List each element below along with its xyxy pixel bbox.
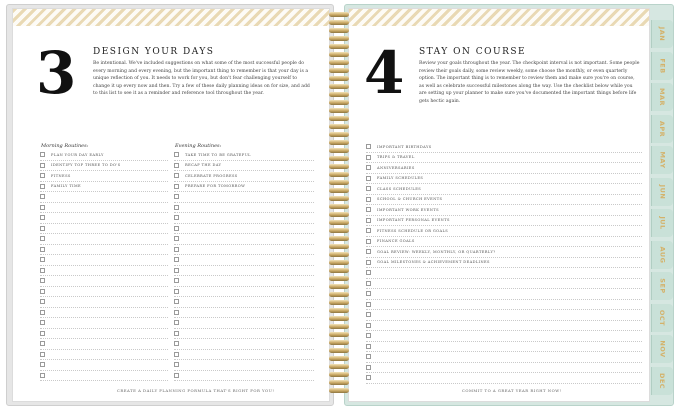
coil-ring — [329, 12, 349, 17]
checkbox[interactable] — [40, 163, 45, 168]
tab-jun[interactable] — [651, 178, 673, 206]
checklist-item-label: FINANCE GOALS — [377, 239, 415, 244]
checkbox[interactable] — [174, 299, 179, 304]
checkbox[interactable] — [40, 278, 45, 283]
checklist-row — [174, 161, 314, 172]
checklist-row — [40, 255, 168, 266]
checkbox[interactable] — [174, 289, 179, 294]
checkbox[interactable] — [40, 331, 45, 336]
coil-ring — [329, 196, 349, 201]
checklist-row — [174, 371, 314, 382]
tab-nov[interactable] — [651, 335, 673, 363]
checkbox[interactable] — [174, 341, 179, 346]
checkbox[interactable] — [40, 299, 45, 304]
checklist-item-label: FAMILY TIME — [51, 184, 82, 189]
coil-ring — [329, 148, 349, 153]
coil-ring — [329, 84, 349, 89]
checkbox[interactable] — [366, 375, 371, 380]
coil-ring — [329, 324, 349, 329]
checklist-item-label: FITNESS SCHEDULE OR GOALS — [377, 228, 449, 233]
tab-jul[interactable] — [651, 209, 673, 237]
coil-ring — [329, 332, 349, 337]
checklist-row — [40, 234, 168, 245]
checklist-row — [366, 195, 642, 206]
tab-label: FEB — [658, 57, 667, 74]
checklist-row — [366, 342, 642, 353]
tab-label: DEC — [658, 372, 667, 389]
checkbox[interactable] — [40, 236, 45, 241]
checkbox[interactable] — [366, 239, 371, 244]
checkbox[interactable] — [366, 207, 371, 212]
checklist-item-label: TAKE TIME TO BE GRATEFUL — [185, 152, 251, 157]
coil-ring — [329, 132, 349, 137]
checkbox[interactable] — [40, 341, 45, 346]
checklist-row — [40, 276, 168, 287]
checkbox[interactable] — [366, 281, 371, 286]
checklist-row — [40, 213, 168, 224]
checklist-row — [366, 373, 642, 384]
checkbox[interactable] — [366, 323, 371, 328]
checklist-row — [174, 255, 314, 266]
checkbox[interactable] — [366, 333, 371, 338]
checklist-row — [366, 226, 642, 237]
checklist-row — [40, 224, 168, 235]
checklist-row — [174, 297, 314, 308]
checkbox[interactable] — [174, 310, 179, 315]
coil-ring — [329, 28, 349, 33]
tab-label: JUN — [658, 184, 667, 199]
tab-aug[interactable] — [651, 241, 673, 269]
checklist-item-label: CELEBRATE PROGRESS — [185, 173, 238, 178]
checkbox[interactable] — [174, 247, 179, 252]
coil-ring — [329, 140, 349, 145]
checklist-row — [366, 163, 642, 174]
checklist-row — [40, 318, 168, 329]
checklist-row — [40, 371, 168, 382]
coil-ring — [329, 372, 349, 377]
checklist-row — [366, 216, 642, 227]
checkbox[interactable] — [40, 205, 45, 210]
month-tabs — [651, 20, 673, 400]
checkbox[interactable] — [366, 155, 371, 160]
checkbox[interactable] — [174, 184, 179, 189]
checkbox[interactable] — [174, 194, 179, 199]
tab-may[interactable] — [651, 146, 673, 174]
checkbox[interactable] — [366, 302, 371, 307]
checkbox[interactable] — [366, 186, 371, 191]
checklist-row — [174, 213, 314, 224]
checkbox[interactable] — [366, 249, 371, 254]
checkbox[interactable] — [366, 354, 371, 359]
checklist-row — [40, 203, 168, 214]
checklist-item-label: ANNIVERSARIES — [377, 165, 415, 170]
left-paragraph: Be intentional. We've included suggestions on what some of the most successful people do every morning and every evening, but the important thing to remember is that your day is a unique reflection of you. It needs to work for you, but don't fear challenging yourself to change it up every now and then. Try a few of these daily planning ideas on for size, and add to this list to see it as a reminder and reference tool throughout the year. — [93, 61, 310, 97]
checkbox[interactable] — [174, 257, 179, 262]
checklist-row — [174, 287, 314, 298]
checkbox[interactable] — [40, 268, 45, 273]
checklist-row — [40, 150, 168, 161]
checkbox[interactable] — [366, 344, 371, 349]
left-footer: CREATE A DAILY PLANNING FORMULA THAT'S RIGHT FOR YOU! — [117, 388, 275, 393]
coil-ring — [329, 220, 349, 225]
coil-ring — [329, 52, 349, 57]
checkbox[interactable] — [174, 373, 179, 378]
tab-label: SEP — [658, 278, 667, 294]
checkbox[interactable] — [40, 215, 45, 220]
checklist-row — [366, 142, 642, 153]
coil-ring — [329, 204, 349, 209]
checklist-row — [40, 287, 168, 298]
checklist-row — [366, 268, 642, 279]
coil-ring — [329, 276, 349, 281]
checklist-item-label: GOAL REVIEW: WEEKLY, MONTHLY, OR QUARTERLY? — [377, 249, 496, 254]
checklist-row — [40, 182, 168, 193]
coil-ring — [329, 68, 349, 73]
checkbox[interactable] — [40, 194, 45, 199]
evening-heading: Evening Routines: — [175, 143, 222, 149]
morning-heading: Morning Routines: — [41, 143, 89, 149]
coil-ring — [329, 20, 349, 25]
tab-mar[interactable] — [651, 83, 673, 111]
morning-list — [40, 150, 168, 381]
tab-label: JAN — [658, 26, 667, 42]
checkbox[interactable] — [174, 152, 179, 157]
evening-list — [174, 150, 314, 381]
checklist-row — [366, 321, 642, 332]
checklist-row — [174, 308, 314, 319]
checklist-row — [174, 234, 314, 245]
checkbox[interactable] — [366, 144, 371, 149]
checklist-row — [174, 182, 314, 193]
checklist-row — [366, 352, 642, 363]
stripe-border — [13, 9, 329, 26]
checkbox[interactable] — [366, 218, 371, 223]
checklist-row — [174, 192, 314, 203]
tab-label: NOV — [658, 340, 667, 358]
checkbox[interactable] — [174, 331, 179, 336]
checklist-row — [40, 192, 168, 203]
checklist-row — [40, 245, 168, 256]
tab-feb[interactable] — [651, 52, 673, 80]
tab-sep[interactable] — [651, 272, 673, 300]
tab-label: AUG — [658, 246, 667, 263]
checklist-row — [366, 363, 642, 374]
checkbox[interactable] — [40, 257, 45, 262]
checklist-row — [366, 205, 642, 216]
checkbox[interactable] — [174, 278, 179, 283]
checklist-row — [174, 350, 314, 361]
checkbox[interactable] — [40, 362, 45, 367]
checklist-row — [366, 247, 642, 258]
coil-ring — [329, 188, 349, 193]
checkbox[interactable] — [174, 268, 179, 273]
checkbox[interactable] — [40, 320, 45, 325]
checkbox[interactable] — [174, 352, 179, 357]
checkbox[interactable] — [366, 365, 371, 370]
coil-ring — [329, 76, 349, 81]
left-step-number: 3 — [36, 39, 77, 107]
checklist-row — [174, 329, 314, 340]
right-paragraph: Review your goals throughout the year. The checkpoint interval is not important. Some people review their goals daily, some review weekly, some choose the monthly, or even quarterly option. The important thing is to remember to review them and make sure you're on course, as well as celebrate successful milestones along the way. Use the checklist below while you are setting up your planner to make sure you've documented the important things before life gets hectic again. — [419, 61, 640, 104]
tab-label: APR — [658, 120, 667, 137]
checklist-item-label: TRIPS & TRAVEL — [377, 155, 415, 160]
checklist-row — [174, 318, 314, 329]
checklist-row — [40, 339, 168, 350]
coil-ring — [329, 236, 349, 241]
coil-ring — [329, 284, 349, 289]
checklist-row — [40, 266, 168, 277]
coil-ring — [329, 228, 349, 233]
checklist-row — [40, 329, 168, 340]
checklist-row — [366, 279, 642, 290]
checklist-row — [366, 237, 642, 248]
coil-ring — [329, 212, 349, 217]
checklist-row — [366, 153, 642, 164]
checklist-row — [366, 184, 642, 195]
left-title: DESIGN YOUR DAYS — [93, 47, 215, 57]
checkbox[interactable] — [174, 226, 179, 231]
coil-ring — [329, 340, 349, 345]
tab-jan[interactable] — [651, 20, 673, 48]
coil-ring — [329, 292, 349, 297]
checklist-item-label: PLAN YOUR DAY EARLY — [51, 152, 104, 157]
right-title: STAY ON COURSE — [419, 47, 527, 57]
right-step-number: 4 — [364, 39, 405, 107]
checkbox[interactable] — [174, 215, 179, 220]
coil-ring — [329, 164, 349, 169]
checklist-row — [40, 308, 168, 319]
tab-label: MAY — [658, 151, 667, 169]
checklist-row — [366, 174, 642, 185]
checkbox[interactable] — [40, 184, 45, 189]
coil-ring — [329, 180, 349, 185]
checklist-row — [174, 276, 314, 287]
checkbox[interactable] — [366, 312, 371, 317]
coil-ring — [329, 316, 349, 321]
checklist-row — [366, 300, 642, 311]
checklist-row — [174, 266, 314, 277]
tab-label: OCT — [658, 309, 667, 326]
checklist-item-label: CLASS SCHEDULES — [377, 186, 422, 191]
checkbox[interactable] — [366, 197, 371, 202]
checklist — [366, 142, 642, 384]
checkbox[interactable] — [174, 163, 179, 168]
checklist-row — [40, 297, 168, 308]
tab-dec[interactable] — [651, 367, 673, 395]
checklist-item-label: IMPORTANT PERSONAL EVENTS — [377, 218, 450, 223]
checkbox[interactable] — [40, 247, 45, 252]
coil-ring — [329, 388, 349, 393]
checkbox[interactable] — [174, 320, 179, 325]
coil-ring — [329, 124, 349, 129]
checklist-row — [40, 350, 168, 361]
checklist-row — [174, 339, 314, 350]
checklist-row — [366, 258, 642, 269]
checklist-item-label: IDENTIFY TOP THREE TO DO'S — [51, 163, 121, 168]
checklist-item-label: FAMILY SCHEDULES — [377, 176, 424, 181]
coil-ring — [329, 268, 349, 273]
tab-apr[interactable] — [651, 115, 673, 143]
coil-ring — [329, 92, 349, 97]
checklist-row — [174, 203, 314, 214]
checklist-item-label: IMPORTANT BIRTHDAYS — [377, 144, 432, 149]
checklist-row — [366, 289, 642, 300]
coil-ring — [329, 100, 349, 105]
checkbox[interactable] — [366, 260, 371, 265]
coil-ring — [329, 108, 349, 113]
checklist-row — [174, 360, 314, 371]
coil-ring — [329, 36, 349, 41]
checkbox[interactable] — [366, 228, 371, 233]
tab-label: MAR — [658, 87, 667, 107]
tab-label: JUL — [658, 216, 667, 230]
checkbox[interactable] — [40, 226, 45, 231]
checklist-row — [40, 161, 168, 172]
coil-ring — [329, 44, 349, 49]
stripe-border — [349, 9, 649, 26]
checkbox[interactable] — [40, 373, 45, 378]
coil-ring — [329, 60, 349, 65]
checkbox[interactable] — [40, 310, 45, 315]
checklist-item-label: FITNESS — [51, 173, 71, 178]
checklist-row — [40, 360, 168, 371]
checkbox[interactable] — [174, 205, 179, 210]
checkbox[interactable] — [174, 236, 179, 241]
checklist-row — [174, 245, 314, 256]
checkbox[interactable] — [40, 173, 45, 178]
coil-ring — [329, 308, 349, 313]
checklist-item-label: PREPARE FOR TOMORROW — [185, 184, 246, 189]
checkbox[interactable] — [174, 362, 179, 367]
spiral-binding — [329, 12, 349, 402]
checkbox[interactable] — [366, 165, 371, 170]
right-footer: COMMIT TO A GREAT YEAR RIGHT NOW! — [462, 388, 562, 393]
checklist-item-label: RECAP THE DAY — [185, 163, 222, 168]
checkbox[interactable] — [40, 152, 45, 157]
tab-oct[interactable] — [651, 304, 673, 332]
checkbox[interactable] — [40, 352, 45, 357]
coil-ring — [329, 252, 349, 257]
coil-ring — [329, 116, 349, 121]
coil-ring — [329, 156, 349, 161]
checklist-row — [366, 331, 642, 342]
checklist-row — [40, 171, 168, 182]
coil-ring — [329, 356, 349, 361]
checklist-row — [174, 150, 314, 161]
checklist-row — [174, 224, 314, 235]
coil-ring — [329, 300, 349, 305]
checkbox[interactable] — [366, 270, 371, 275]
checkbox[interactable] — [40, 289, 45, 294]
coil-ring — [329, 380, 349, 385]
coil-ring — [329, 260, 349, 265]
coil-ring — [329, 364, 349, 369]
checklist-item-label: SCHOOL & CHURCH EVENTS — [377, 197, 443, 202]
checklist-item-label: IMPORTANT WORK EVENTS — [377, 207, 440, 212]
checklist-row — [174, 171, 314, 182]
checkbox[interactable] — [366, 291, 371, 296]
coil-ring — [329, 172, 349, 177]
coil-ring — [329, 244, 349, 249]
checkbox[interactable] — [366, 176, 371, 181]
checklist-row — [366, 310, 642, 321]
checkbox[interactable] — [174, 173, 179, 178]
checklist-item-label: GOAL MILESTONES & ACHIEVEMENT DEADLINES — [377, 260, 490, 265]
coil-ring — [329, 348, 349, 353]
